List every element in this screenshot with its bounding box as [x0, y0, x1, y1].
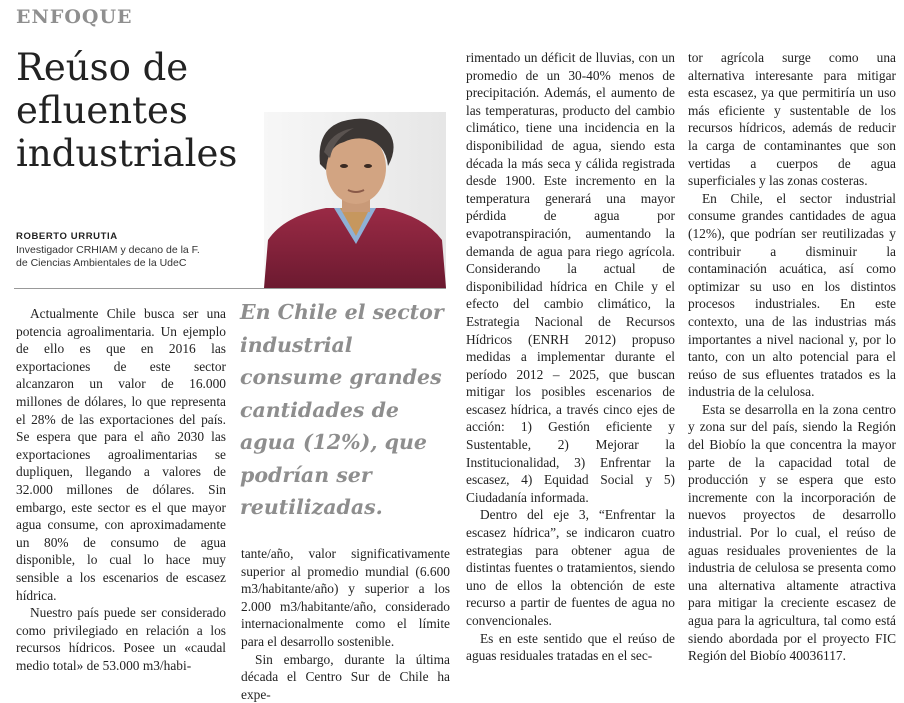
column-1	[16, 305, 226, 674]
divider	[14, 288, 446, 289]
paragraph: Actualmente Chile busca ser una potencia agroalimentaria. Un ejemplo de ello es que en 2016 las exportaciones de este sector alcanzaron un valor de 16.000 millones de dólares, lo que representa el 28% de las exportaciones del país. Se espera que para el año 2030 las exportaciones agroalimentarias se dupliquen, llegando a valores de 32.000 millones de dólares. Sin embargo, este sector es el que mayor agua consume, con aproximadamente un 80% de consumo de agua disponible, lo cual lo hace muy sensible a los escenarios de escasez hídrica.	[16, 306, 226, 603]
column-4	[688, 49, 896, 665]
headline: Reúso de efluentes industriales	[16, 46, 238, 175]
author-byline	[16, 231, 266, 270]
paragraph: Nuestro país puede ser considerado como privilegiado en relación a los recursos hídricos. Posee un «caudal medio total» de 53.000 m3/habi-	[16, 605, 226, 673]
paragraph: Esta se desarrolla en la zona centro y zona sur del país, siendo la Región del Biobío la que concentra la mayor parte de la capacidad total de producción y se espera que esto incremente con la incorporación de nuevos proyectos de desarrollo industrial. Por lo cual, el reúso de aguas residuales provenientes de la industria de celulosa se presenta como una alternativa altamente atractiva para mitigar la creciente escasez de agua para la agricultura, tal como está siendo abordada por el proyecto FIC Región del Biobío 40036117.	[688, 401, 896, 664]
paragraph: rimentado un déficit de lluvias, con un promedio de un 30-40% menos de precipitación. Además, el aumento de las temperaturas, producto del cambio climático, tiene una incidencia en la disponibilidad de agua, siendo esta década la más seca y cálida registrada desde 1900. Este incremento en la temperatura generará una mayor pérdida de agua por evapotranspiración, aumentando la demanda de agua para riego agrícola. Considerando la actual de disponibilidad hídrica en Chile y el efecto del cambio climático, la Estrategia Nacional de Recursos Hídricos (ENRH 2012) propuso medidas a implementar durante el período 2012 – 2025, que buscan mitigar los posibles escenarios de escasez hídrica, a través cinco ejes de acción: 1) Gestión eficiente y Sustentable, 2) Mejorar la Institucionalidad, 3) Enfrentar la escasez, 4) Equidad Social y 5) Ciudadanía informada.	[466, 50, 675, 505]
paragraph: Dentro del eje 3, “Enfrentar la escasez hídrica”, se indicaron cuatro estrategias para obtener agua de distintas fuentes o tratamientos, siendo uno de ellos la obtención de este recurso a partir de fuentes de agua no convencionales.	[466, 507, 675, 628]
paragraph: tante/año, valor significativamente superior al promedio mundial (6.600 m3/habitante/año) y superior a los 2.000 m3/habitante/año, considerado internacionalmente como el límite para el desarrollo sostenible.	[241, 546, 450, 649]
author-portrait-image	[264, 112, 446, 288]
paragraph: tor agrícola surge como una alternativa interesante para mitigar esta escasez, ya que permitiría un uso más eficiente y sustentable de los recursos hídricos, además de reducir la carga de contaminantes que son vertidas a cuerpos de agua superficiales y las zonas costeras.	[688, 50, 896, 189]
column-3	[466, 49, 675, 665]
section-tag: ENFOQUE	[16, 6, 133, 28]
author-name: ROBERTO URRUTIA	[16, 231, 118, 242]
column-2	[241, 545, 450, 703]
author-photo	[264, 112, 446, 288]
paragraph: Sin embargo, durante la última década el Centro Sur de Chile ha expe-	[241, 651, 450, 702]
pull-quote: En Chile el sector industrial consume grandes cantidades de agua (12%), que podrían ser reutilizadas.	[240, 300, 444, 519]
author-role: Investigador CRHIAM y decano de la F. de Ciencias Ambientales de la UdeC	[16, 244, 200, 269]
paragraph: Es en este sentido que el reúso de aguas residuales tratadas en el sec-	[466, 630, 675, 664]
paragraph: En Chile, el sector industrial consume grandes cantidades de agua (12%), que podrían ser reutilizadas y contribuir a disminuir la contaminación acuática, así como optimizar su uso en los distintos procesos industriales. En este contexto, una de las industrias más importantes a nivel nacional y, por lo tanto, con un alto potencial para el reúso de sus efluentes tratados es la industria de la celulosa.	[688, 190, 896, 400]
